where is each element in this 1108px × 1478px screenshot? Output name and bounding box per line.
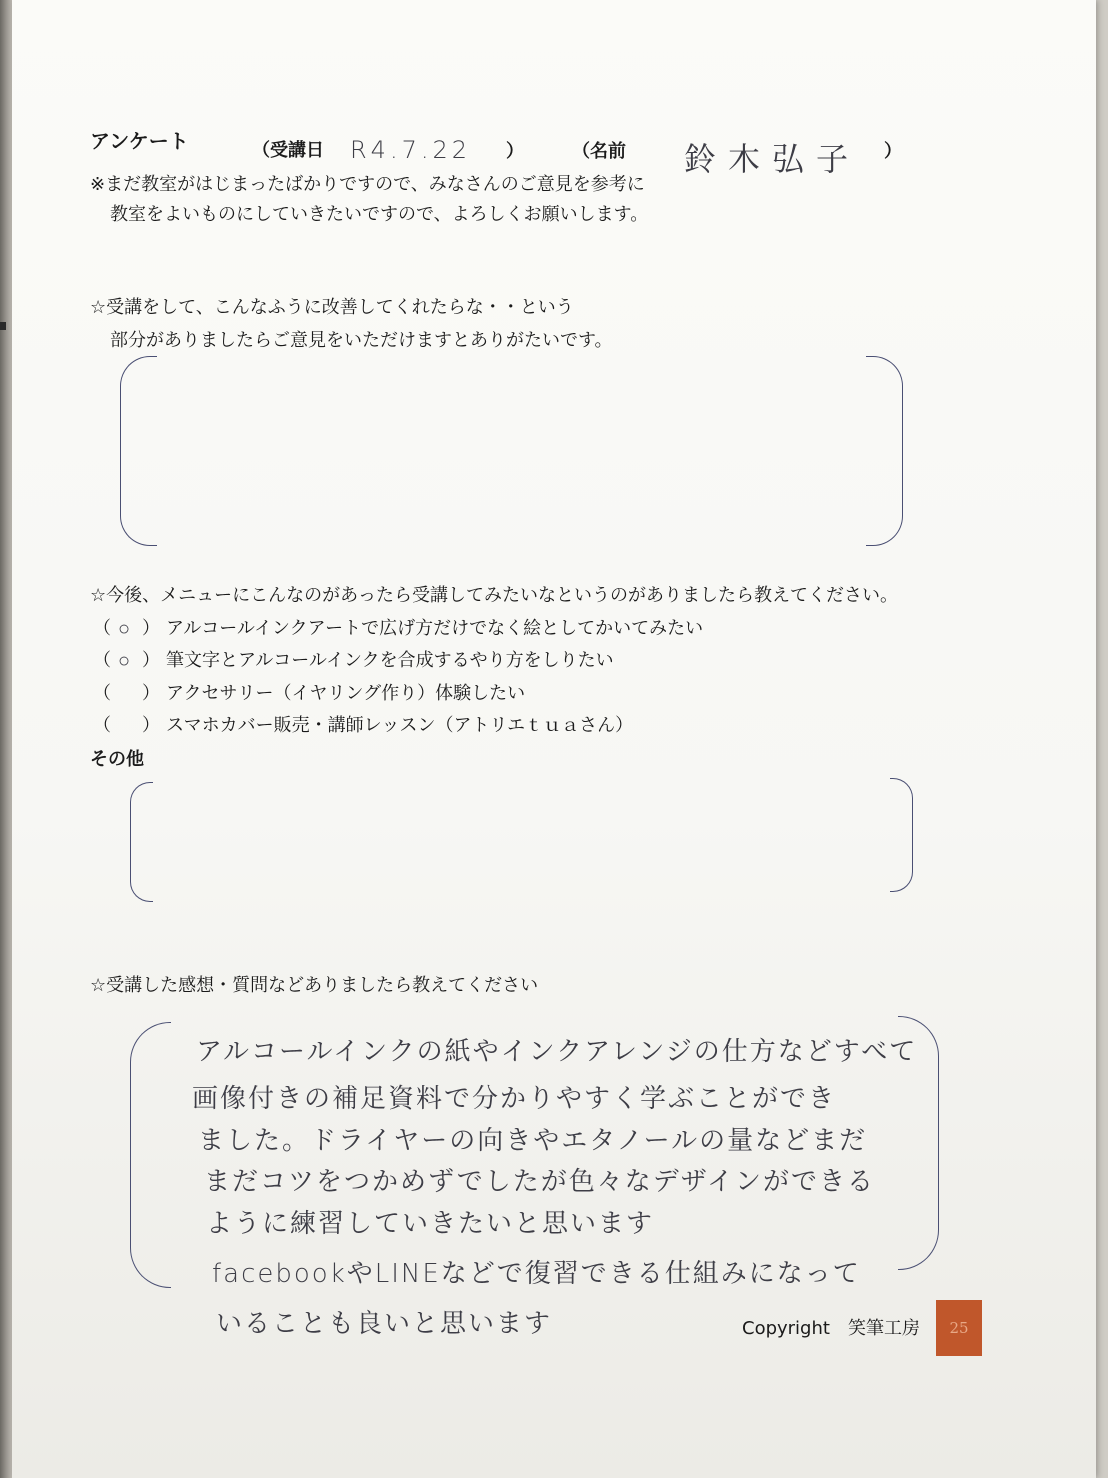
q3-answer-line-3: ました。ドライヤーの向きやエタノールの量などまだ — [198, 1126, 868, 1156]
other-answer-bracket-left — [130, 782, 153, 902]
q2-heading: ☆今後、メニューにこんなのがあったら受講してみたいなというのがありましたら教えてください。 — [90, 585, 898, 606]
q2-option-2-label: 筆文字とアルコールインクを合成するやり方をしりたい — [166, 650, 614, 671]
q2-option-2-mark: ○ — [118, 648, 134, 672]
q3-answer-bracket-left — [130, 1022, 171, 1288]
q2-option-4-close: ） — [142, 715, 160, 736]
q2-option-1-mark: ○ — [118, 616, 134, 640]
q1-line-1: ☆受講をして、こんなふうに改善してくれたらな・・という — [90, 297, 574, 318]
q3-answer-line-4: まだコツをつかめずでしたが色々なデザインができる — [204, 1167, 875, 1197]
date-close: ） — [506, 141, 524, 162]
q1-line-2: 部分がありましたらご意見をいただけますとありがたいです。 — [110, 330, 613, 351]
q3-answer-line-5: ように練習していきたいと思います — [206, 1209, 655, 1239]
q2-option-1-close: ） — [142, 618, 160, 639]
q3-answer-line-2: 画像付きの補足資料で分かりやすく学ぶことができ — [192, 1084, 837, 1114]
q2-option-3-label: アクセサリー（イヤリング作り）体験したい — [166, 683, 526, 704]
q2-option-1-open: （ — [93, 618, 111, 639]
q1-answer-bracket-left — [120, 356, 157, 546]
q3-answer-line-6: facebookやLINEなどで復習できる仕組みになって — [212, 1259, 861, 1289]
q2-option-3-close: ） — [142, 683, 160, 704]
desk-mark — [0, 322, 6, 330]
intro-line-2: 教室をよいものにしていきたいですので、よろしくお願いします。 — [110, 204, 649, 225]
q3-answer-line-1: アルコールインクの紙やインクアレンジの仕方などすべて — [196, 1037, 918, 1067]
q1-answer-bracket-right — [866, 356, 903, 546]
q2-option-4-label: スマホカバー販売・講師レッスン（アトリエｔｕａさん） — [166, 715, 634, 736]
page-number-badge: 25 — [936, 1300, 982, 1356]
intro-line-1: ※まだ教室がはじまったばかりですので、みなさんのご意見を参考に — [90, 174, 645, 195]
q2-option-1-label: アルコールインクアートで広げ方だけでなく絵としてかいてみたい — [166, 618, 704, 639]
q3-heading: ☆受講した感想・質問などありましたら教えてください — [90, 975, 539, 996]
survey-title: アンケート — [90, 129, 189, 153]
other-label: その他 — [90, 749, 144, 770]
name-value-handwritten: 鈴木弘子 — [684, 140, 861, 178]
date-label: （受講日 — [252, 140, 324, 161]
name-close: ） — [884, 141, 902, 162]
date-value-handwritten: R4.7.22 — [350, 136, 472, 164]
q2-option-2-open: （ — [93, 650, 111, 671]
q2-option-4-open: （ — [93, 715, 111, 736]
desk-edge-right — [1094, 0, 1108, 1478]
name-label: （名前 — [572, 141, 626, 162]
other-answer-bracket-right — [890, 778, 913, 892]
q2-option-3-open: （ — [93, 683, 111, 704]
q2-option-2-close: ） — [142, 650, 160, 671]
q3-answer-line-7: いることも良いと思います — [216, 1309, 553, 1339]
copyright-text: Copyright 笑筆工房 — [742, 1318, 920, 1339]
